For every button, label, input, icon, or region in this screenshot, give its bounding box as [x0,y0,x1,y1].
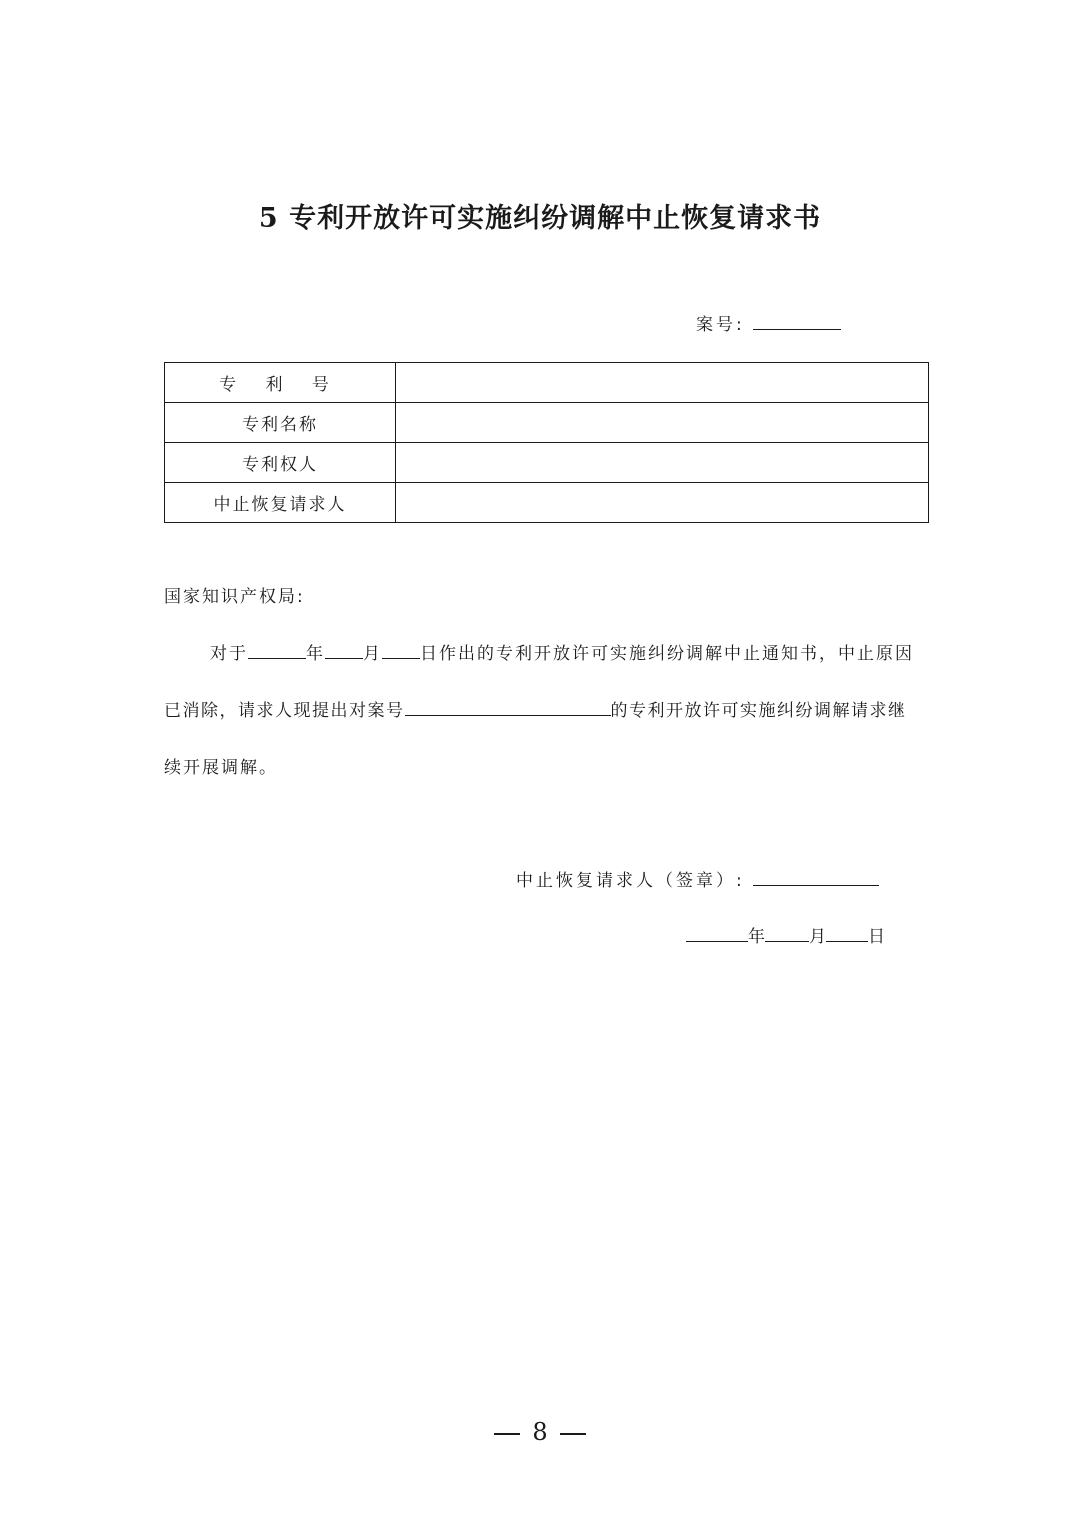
signature-line [516,866,879,891]
table-row [165,483,929,523]
info-table [164,362,929,523]
p1-day-rest: 日作出的专利开放许可实施纠纷调解中止通知书，中止原因 [420,644,914,664]
table-row [165,443,929,483]
patentee-value[interactable] [396,443,929,483]
case-number [696,310,841,335]
page-number [0,1418,1080,1446]
p1-month: 月 [363,644,382,664]
paragraph-line-1 [210,639,914,664]
p1-year-blank[interactable] [248,640,306,659]
p1-day-blank[interactable] [382,640,420,659]
p2-prefix: 已消除，请求人现提出对案号 [164,701,405,721]
date-day-blank[interactable] [826,923,868,942]
patentee-label: 专利权人 [165,443,396,483]
requester-label: 中止恢复请求人 [165,483,396,523]
paragraph-line-2 [164,696,907,721]
date-year: 年 [748,927,765,947]
signature-blank[interactable] [753,867,879,886]
date-line [686,922,885,947]
date-month-blank[interactable] [765,923,809,942]
p1-year: 年 [306,644,325,664]
patent-number-label: 专 利 号 [165,363,396,403]
document-title: 5 专利开放许可实施纠纷调解中止恢复请求书 [258,203,822,234]
addressee: 国家知识产权局: [164,587,305,607]
date-month: 月 [809,927,826,947]
patent-name-value[interactable] [396,403,929,443]
p1-prefix: 对于 [210,644,248,664]
case-number-blank[interactable] [753,311,841,330]
dash-right [560,1433,586,1435]
dash-left [494,1433,520,1435]
case-number-label: 案号: [696,315,745,335]
date-day: 日 [868,927,885,947]
paragraph-line-3: 续开展调解。 [164,758,278,778]
requester-value[interactable] [396,483,929,523]
date-year-blank[interactable] [686,923,748,942]
patent-number-value[interactable] [396,363,929,403]
p1-month-blank[interactable] [325,640,363,659]
signature-label: 中止恢复请求人（签章）: [516,871,745,891]
table-row [165,403,929,443]
page-number-value: 8 [532,1418,548,1446]
patent-name-label: 专利名称 [165,403,396,443]
table-row [165,363,929,403]
p2-case-blank[interactable] [405,697,611,716]
p2-suffix: 的专利开放许可实施纠纷调解请求继 [610,701,907,721]
